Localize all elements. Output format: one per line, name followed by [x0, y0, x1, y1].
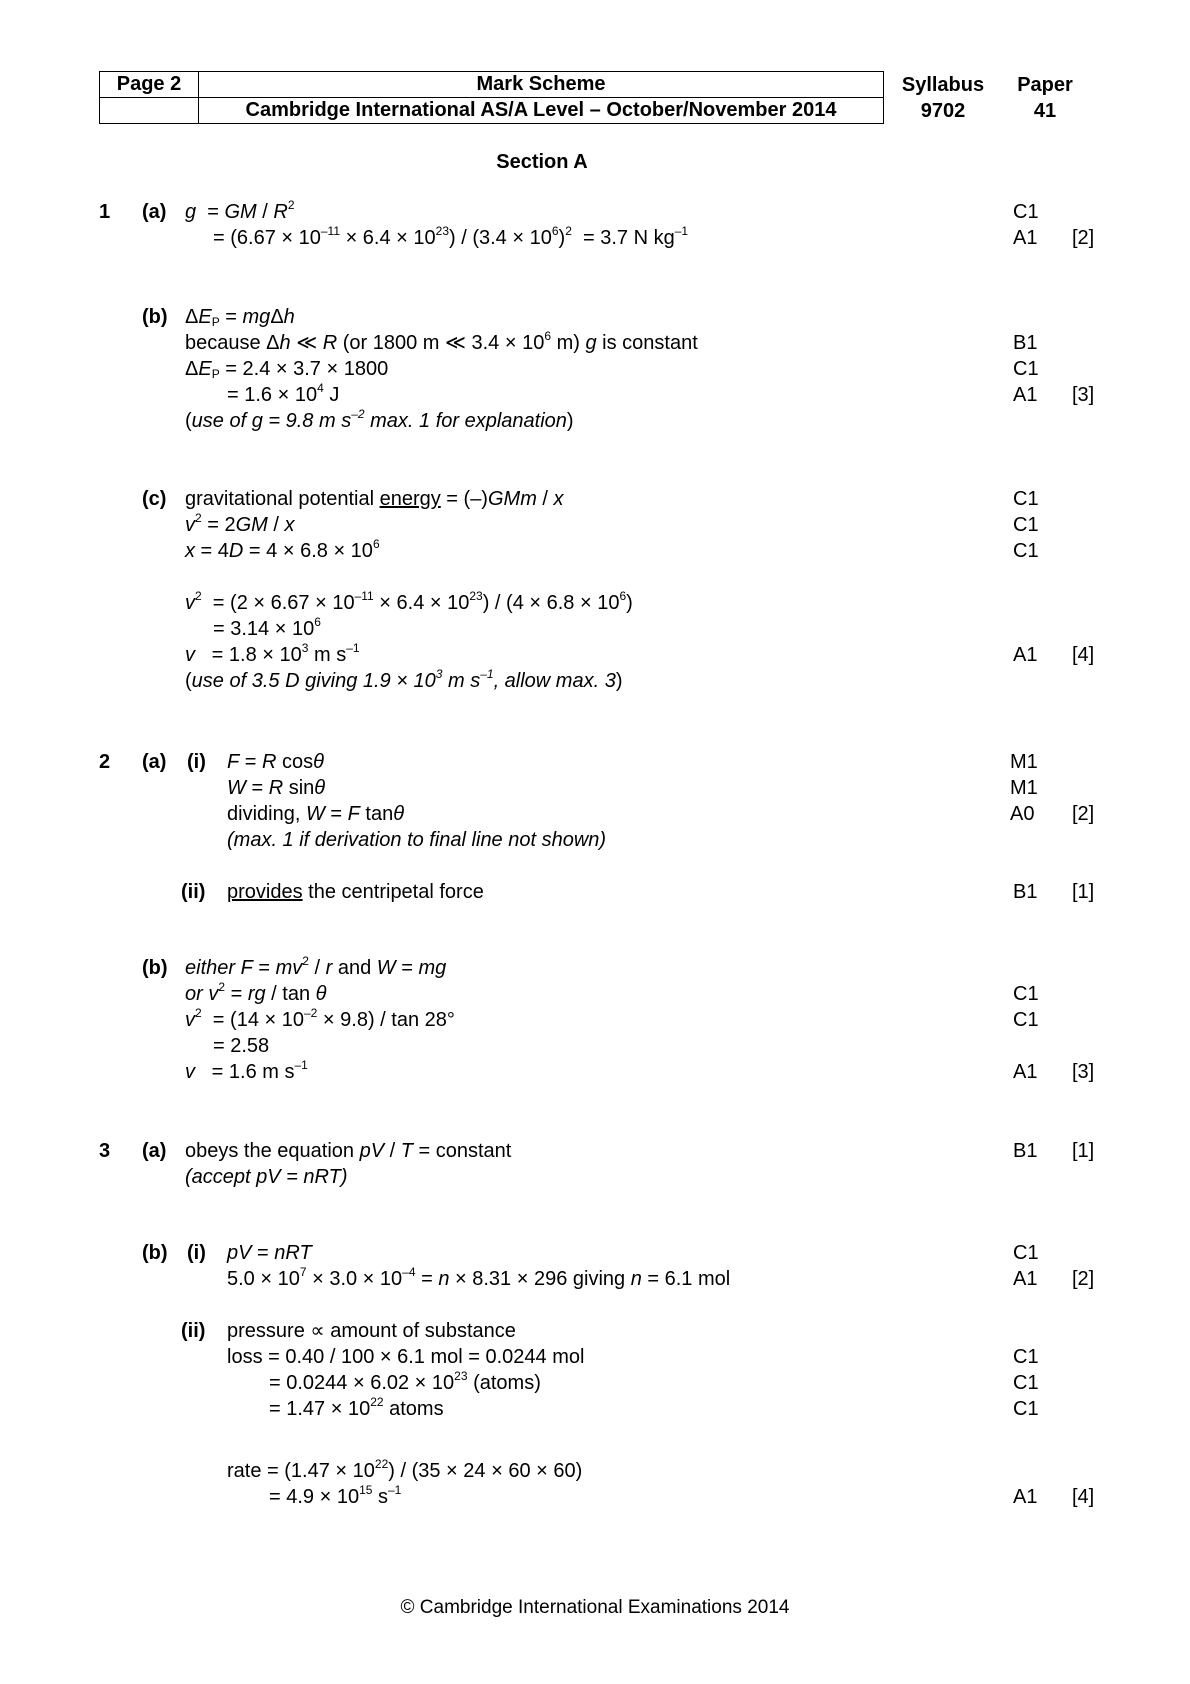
q2aii-total: [1]: [1072, 881, 1095, 903]
q2b-line1: either $F = mv^2 / r$ and W = mg: [185, 954, 447, 979]
q3bi-total: [2]: [1072, 1268, 1095, 1290]
syllabus-value: 9702: [920, 100, 966, 122]
q1a-line2: = $(6.67 \times 10^{-11} \times 6.4 \times 10^{23}) / (3.4 \times 10^6)^2 = 3.7$ N $kg^{-1}$: [213, 224, 689, 249]
q1c-line1: gravitational potential energy = (–)GMm / x: [185, 488, 564, 510]
q3bi-label: (i): [187, 1242, 206, 1264]
q2b-mark-3: A1: [1013, 1061, 1038, 1083]
q3bi-mark-2: A1: [1013, 1268, 1038, 1290]
q2ai-line1: F = R cosθ: [227, 751, 325, 773]
q2b-mark-2: C1: [1013, 1009, 1039, 1031]
q1b-label: (b): [142, 306, 168, 328]
q3bi-line1: pV = nRT: [227, 1242, 312, 1264]
paper-value: 41: [1033, 100, 1057, 122]
q2b-line4: = 2.58: [213, 1035, 270, 1057]
header-subtitle: Cambridge International AS/A Level – October/November 2014: [199, 98, 884, 124]
q2b-mark-1: C1: [1013, 983, 1039, 1005]
q1c-line4: $v^2 = (2 \times 6.67 \times 10^{-11} \times 6.4 \times 10^{23}) / (4 \times 6.8 \times 10^6)$: [185, 589, 633, 614]
q1c-line7: (use of 3.5 D giving $1.9 \times 10^3$ m $s^{-1}$, allow max. 3): [185, 667, 623, 692]
q1c-line2: $v^2 = 2GM / x$: [185, 511, 295, 536]
q3a-line2: (accept pV = nRT): [185, 1166, 348, 1188]
q1c-mark-2: C1: [1013, 514, 1039, 536]
header-empty-cell: [100, 98, 199, 124]
q3bii-mark-3: C1: [1013, 1398, 1039, 1420]
q3bii-line6: = $4.9 \times 10^{15}$ $s^{-1}$: [269, 1483, 402, 1508]
q3bii-label: (ii): [181, 1320, 206, 1342]
q1b-mark-3: A1: [1013, 384, 1038, 406]
q3bii-line4: = $1.47 \times 10^{22}$ atoms: [269, 1395, 444, 1420]
q2ai-note: (max. 1 if derivation to final line not shown): [227, 829, 607, 851]
q2aii-text: the centripetal force: [308, 881, 484, 903]
q3bii-total: [4]: [1072, 1486, 1095, 1508]
q3bii-mark-1: C1: [1013, 1346, 1039, 1368]
q2b-label: (b): [142, 957, 168, 979]
footer-copyright: © Cambridge International Examinations 2014: [400, 1597, 790, 1618]
q2ai-total: [2]: [1072, 803, 1095, 825]
question-3-number: 3: [99, 1140, 111, 1162]
q1a-mark-2: A1: [1013, 227, 1038, 249]
q3bi-line2: $5.0 \times 10^7 \times 3.0 \times 10^{-4} = n \times 8.31 \times 296$ giving n = 6.1 mol: [227, 1265, 731, 1290]
q1c-label: (c): [142, 488, 167, 510]
q1b-line5: (use of g = 9.8 m $s^{-2}$ max. 1 for explanation): [185, 407, 574, 432]
q2ai-line2: W = R sinθ: [227, 777, 326, 799]
q3a-label: (a): [142, 1140, 167, 1162]
section-title: Section A: [496, 151, 588, 173]
q3bii-mark-2: C1: [1013, 1372, 1039, 1394]
q1a-line1: g = GM / $R^2$: [185, 198, 295, 223]
q1b-line3: $\Delta E_P = 2.4 \times 3.7 \times 1800$: [185, 358, 389, 381]
q2b-line5: v = 1.6 m $s^{-1}$: [185, 1058, 308, 1083]
q1c-mark-1: C1: [1013, 488, 1039, 510]
q1b-line2: because Δh ≪ R (or 1800 m ≪ $3.4 \times 10^6$ m) g is constant: [185, 329, 698, 354]
q1b-line4: = $1.6 \times 10^4$ J: [227, 381, 340, 406]
q2b-line3: $v^2 = (14 \times 10^{-2} \times 9.8) / \tan 28^\circ$: [185, 1006, 455, 1031]
q3bii-mark-4: A1: [1013, 1486, 1038, 1508]
q1b-line1: $\Delta E_P = mg\Delta h$: [185, 306, 295, 329]
q2aii-mark: B1: [1013, 881, 1038, 903]
q2a-label: (a): [142, 751, 167, 773]
q2ai-mark-3: A0: [1010, 803, 1035, 825]
q1a-label: (a): [142, 201, 167, 223]
q3bii-line3: = $0.0244 \times 6.02 \times 10^{23}$ (atoms): [269, 1369, 541, 1394]
q1c-total: [4]: [1072, 644, 1095, 666]
q2ai-label: (i): [187, 751, 206, 773]
question-2-number: 2: [99, 751, 111, 773]
q2b-line2: or $v^2$ = rg / tan θ: [185, 980, 327, 1005]
q1b-total: [3]: [1072, 384, 1095, 406]
q1a-total: [2]: [1072, 227, 1095, 249]
q3a-total: [1]: [1072, 1140, 1095, 1162]
q1c-line5: = $3.14 \times 10^6$: [213, 615, 321, 640]
syllabus-label: Syllabus: [901, 74, 985, 96]
header-title: Mark Scheme: [199, 72, 884, 98]
q1c-mark-4: A1: [1013, 644, 1038, 666]
q2ai-mark-1: M1: [1010, 751, 1038, 773]
q3b-label: (b): [142, 1242, 168, 1264]
q3a-mark: B1: [1013, 1140, 1038, 1162]
q3bi-mark-1: C1: [1013, 1242, 1039, 1264]
q1c-line3: $x = 4D = 4 \times 6.8 \times 10^6$: [185, 537, 380, 562]
q2ai-mark-2: M1: [1010, 777, 1038, 799]
q3bii-line2: loss = 0.40 / 100 × 6.1 mol = 0.0244 mol: [227, 1346, 585, 1368]
q2ai-line3: dividing, W = F tanθ: [227, 803, 405, 825]
q2aii-line1: [227, 880, 484, 904]
header-table: [99, 71, 884, 124]
q2aii-label: (ii): [181, 881, 206, 903]
q2b-total: [3]: [1072, 1061, 1095, 1083]
q3bii-line1: pressure ∝ amount of substance: [227, 1320, 516, 1342]
q1a-mark-1: C1: [1013, 201, 1039, 223]
q2aii-underlined: provides: [227, 881, 303, 903]
paper-label: Paper: [1017, 74, 1073, 96]
q3a-line1: obeys the equation pV / T = constant: [185, 1140, 512, 1162]
page-number: Page 2: [100, 72, 199, 98]
q1c-mark-3: C1: [1013, 540, 1039, 562]
q3a-line1-text: obeys the equation: [185, 1140, 355, 1162]
q1b-mark-2: C1: [1013, 358, 1039, 380]
question-1-number: 1: [99, 201, 111, 223]
q1c-line6: $v = 1.8 \times 10^3$ m $s^{-1}$: [185, 641, 360, 666]
q1b-mark-1: B1: [1013, 332, 1038, 354]
q3bii-line5: rate = $(1.47 \times 10^{22}) / (35 \times 24 \times 60 \times 60)$: [227, 1457, 583, 1482]
